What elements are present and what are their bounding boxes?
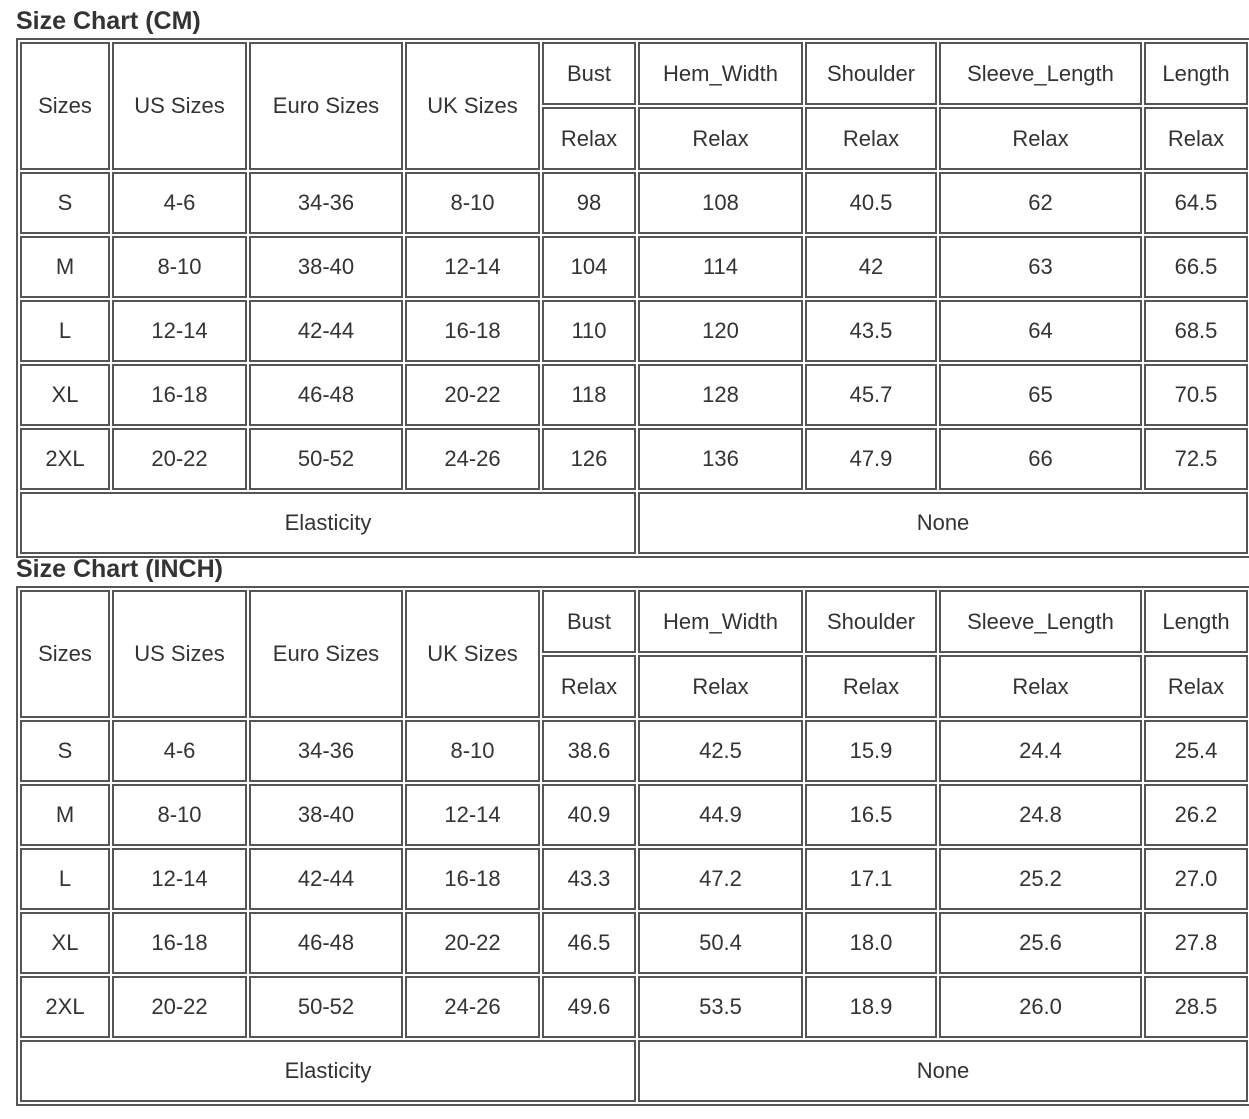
column-header: Sizes <box>20 42 110 170</box>
table-cell: L <box>20 848 110 910</box>
column-subheader: Relax <box>638 107 803 170</box>
table-cell: 26.2 <box>1144 784 1248 846</box>
column-header: US Sizes <box>112 42 247 170</box>
column-subheader: Relax <box>939 107 1142 170</box>
table-row <box>20 300 1248 362</box>
table-cell: 25.2 <box>939 848 1142 910</box>
table-cell: 2XL <box>20 428 110 490</box>
column-header: Length <box>1144 590 1248 653</box>
column-header: Bust <box>542 42 636 105</box>
elasticity-value: None <box>638 1040 1248 1102</box>
table-cell: 17.1 <box>805 848 937 910</box>
footer-row <box>20 1040 1248 1102</box>
table-cell: 26.0 <box>939 976 1142 1038</box>
table-cell: 50.4 <box>638 912 803 974</box>
table-cell: 110 <box>542 300 636 362</box>
table-cell: 20-22 <box>112 428 247 490</box>
table-cell: 43.5 <box>805 300 937 362</box>
column-header: US Sizes <box>112 590 247 718</box>
table-cell: 50-52 <box>249 428 403 490</box>
table-cell: 8-10 <box>112 236 247 298</box>
header-row <box>20 590 1248 653</box>
table-cell: 49.6 <box>542 976 636 1038</box>
table-row <box>20 720 1248 782</box>
table-cell: 18.0 <box>805 912 937 974</box>
table-cell: 16-18 <box>112 912 247 974</box>
table-cell: 42-44 <box>249 300 403 362</box>
elasticity-label: Elasticity <box>20 492 636 554</box>
table-row <box>20 364 1248 426</box>
table-cell: 20-22 <box>112 976 247 1038</box>
table-cell: L <box>20 300 110 362</box>
table-cell: 128 <box>638 364 803 426</box>
table-cell: 34-36 <box>249 720 403 782</box>
table-cell: 40.5 <box>805 172 937 234</box>
table-cell: 4-6 <box>112 720 247 782</box>
table-cell: 27.0 <box>1144 848 1248 910</box>
table-row <box>20 428 1248 490</box>
table-cell: 12-14 <box>405 784 540 846</box>
table-cell: 44.9 <box>638 784 803 846</box>
table-row <box>20 236 1248 298</box>
column-header: Sleeve_Length <box>939 590 1142 653</box>
table-cell: 70.5 <box>1144 364 1248 426</box>
table-cell: 20-22 <box>405 364 540 426</box>
column-header: Shoulder <box>805 590 937 653</box>
elasticity-label: Elasticity <box>20 1040 636 1102</box>
table-cell: 16-18 <box>405 300 540 362</box>
table-cell: 20-22 <box>405 912 540 974</box>
column-header: UK Sizes <box>405 590 540 718</box>
table-cell: 64.5 <box>1144 172 1248 234</box>
size-chart-cm-title: Size Chart (CM) <box>16 7 201 35</box>
column-header: Euro Sizes <box>249 42 403 170</box>
table-cell: 108 <box>638 172 803 234</box>
table-row <box>20 848 1248 910</box>
table-cell: 16.5 <box>805 784 937 846</box>
table-cell: 66 <box>939 428 1142 490</box>
table-cell: 66.5 <box>1144 236 1248 298</box>
column-subheader: Relax <box>638 655 803 718</box>
table-cell: 25.4 <box>1144 720 1248 782</box>
table-cell: 42.5 <box>638 720 803 782</box>
table-cell: 8-10 <box>405 720 540 782</box>
column-header: Hem_Width <box>638 590 803 653</box>
table-cell: 12-14 <box>405 236 540 298</box>
column-header: Sizes <box>20 590 110 718</box>
table-cell: 104 <box>542 236 636 298</box>
column-header: Shoulder <box>805 42 937 105</box>
table-cell: 64 <box>939 300 1142 362</box>
table-cell: 114 <box>638 236 803 298</box>
table-cell: M <box>20 784 110 846</box>
table-cell: 24-26 <box>405 428 540 490</box>
table-cell: 24-26 <box>405 976 540 1038</box>
column-header: Length <box>1144 42 1248 105</box>
table-cell: 16-18 <box>112 364 247 426</box>
table-cell: 42-44 <box>249 848 403 910</box>
table-cell: 63 <box>939 236 1142 298</box>
size-chart-cm-table <box>16 38 1249 558</box>
table-cell: 118 <box>542 364 636 426</box>
table-cell: 12-14 <box>112 848 247 910</box>
table-row <box>20 784 1248 846</box>
table-cell: M <box>20 236 110 298</box>
table-cell: 28.5 <box>1144 976 1248 1038</box>
table-cell: 120 <box>638 300 803 362</box>
table-cell: 47.9 <box>805 428 937 490</box>
column-header: Hem_Width <box>638 42 803 105</box>
size-chart-inch-table <box>16 586 1249 1106</box>
footer-row <box>20 492 1248 554</box>
table-cell: 42 <box>805 236 937 298</box>
table-cell: 98 <box>542 172 636 234</box>
table-cell: 18.9 <box>805 976 937 1038</box>
table-cell: 8-10 <box>112 784 247 846</box>
table-cell: 72.5 <box>1144 428 1248 490</box>
table-row <box>20 172 1248 234</box>
table-cell: 126 <box>542 428 636 490</box>
elasticity-value: None <box>638 492 1248 554</box>
column-subheader: Relax <box>805 655 937 718</box>
column-header: Sleeve_Length <box>939 42 1142 105</box>
table-cell: 46-48 <box>249 912 403 974</box>
table-cell: XL <box>20 912 110 974</box>
table-cell: 136 <box>638 428 803 490</box>
table-cell: 34-36 <box>249 172 403 234</box>
column-header: Bust <box>542 590 636 653</box>
column-subheader: Relax <box>939 655 1142 718</box>
table-cell: 16-18 <box>405 848 540 910</box>
table-cell: S <box>20 172 110 234</box>
table-cell: 8-10 <box>405 172 540 234</box>
table-cell: 53.5 <box>638 976 803 1038</box>
table-row <box>20 976 1248 1038</box>
table-cell: 38.6 <box>542 720 636 782</box>
table-cell: 47.2 <box>638 848 803 910</box>
column-header: UK Sizes <box>405 42 540 170</box>
column-subheader: Relax <box>542 107 636 170</box>
table-cell: 62 <box>939 172 1142 234</box>
table-cell: S <box>20 720 110 782</box>
table-row <box>20 912 1248 974</box>
table-cell: 45.7 <box>805 364 937 426</box>
column-subheader: Relax <box>1144 107 1248 170</box>
table-cell: 38-40 <box>249 236 403 298</box>
table-cell: 2XL <box>20 976 110 1038</box>
table-cell: 27.8 <box>1144 912 1248 974</box>
table-cell: 46.5 <box>542 912 636 974</box>
table-cell: 12-14 <box>112 300 247 362</box>
table-cell: 24.4 <box>939 720 1142 782</box>
column-subheader: Relax <box>805 107 937 170</box>
column-subheader: Relax <box>542 655 636 718</box>
table-cell: 68.5 <box>1144 300 1248 362</box>
column-header: Euro Sizes <box>249 590 403 718</box>
table-cell: 4-6 <box>112 172 247 234</box>
table-cell: 43.3 <box>542 848 636 910</box>
table-cell: XL <box>20 364 110 426</box>
table-cell: 65 <box>939 364 1142 426</box>
table-cell: 15.9 <box>805 720 937 782</box>
size-chart-inch-title: Size Chart (INCH) <box>16 555 223 583</box>
table-cell: 24.8 <box>939 784 1142 846</box>
table-cell: 40.9 <box>542 784 636 846</box>
table-cell: 46-48 <box>249 364 403 426</box>
table-cell: 50-52 <box>249 976 403 1038</box>
table-cell: 38-40 <box>249 784 403 846</box>
table-cell: 25.6 <box>939 912 1142 974</box>
header-row <box>20 42 1248 105</box>
column-subheader: Relax <box>1144 655 1248 718</box>
